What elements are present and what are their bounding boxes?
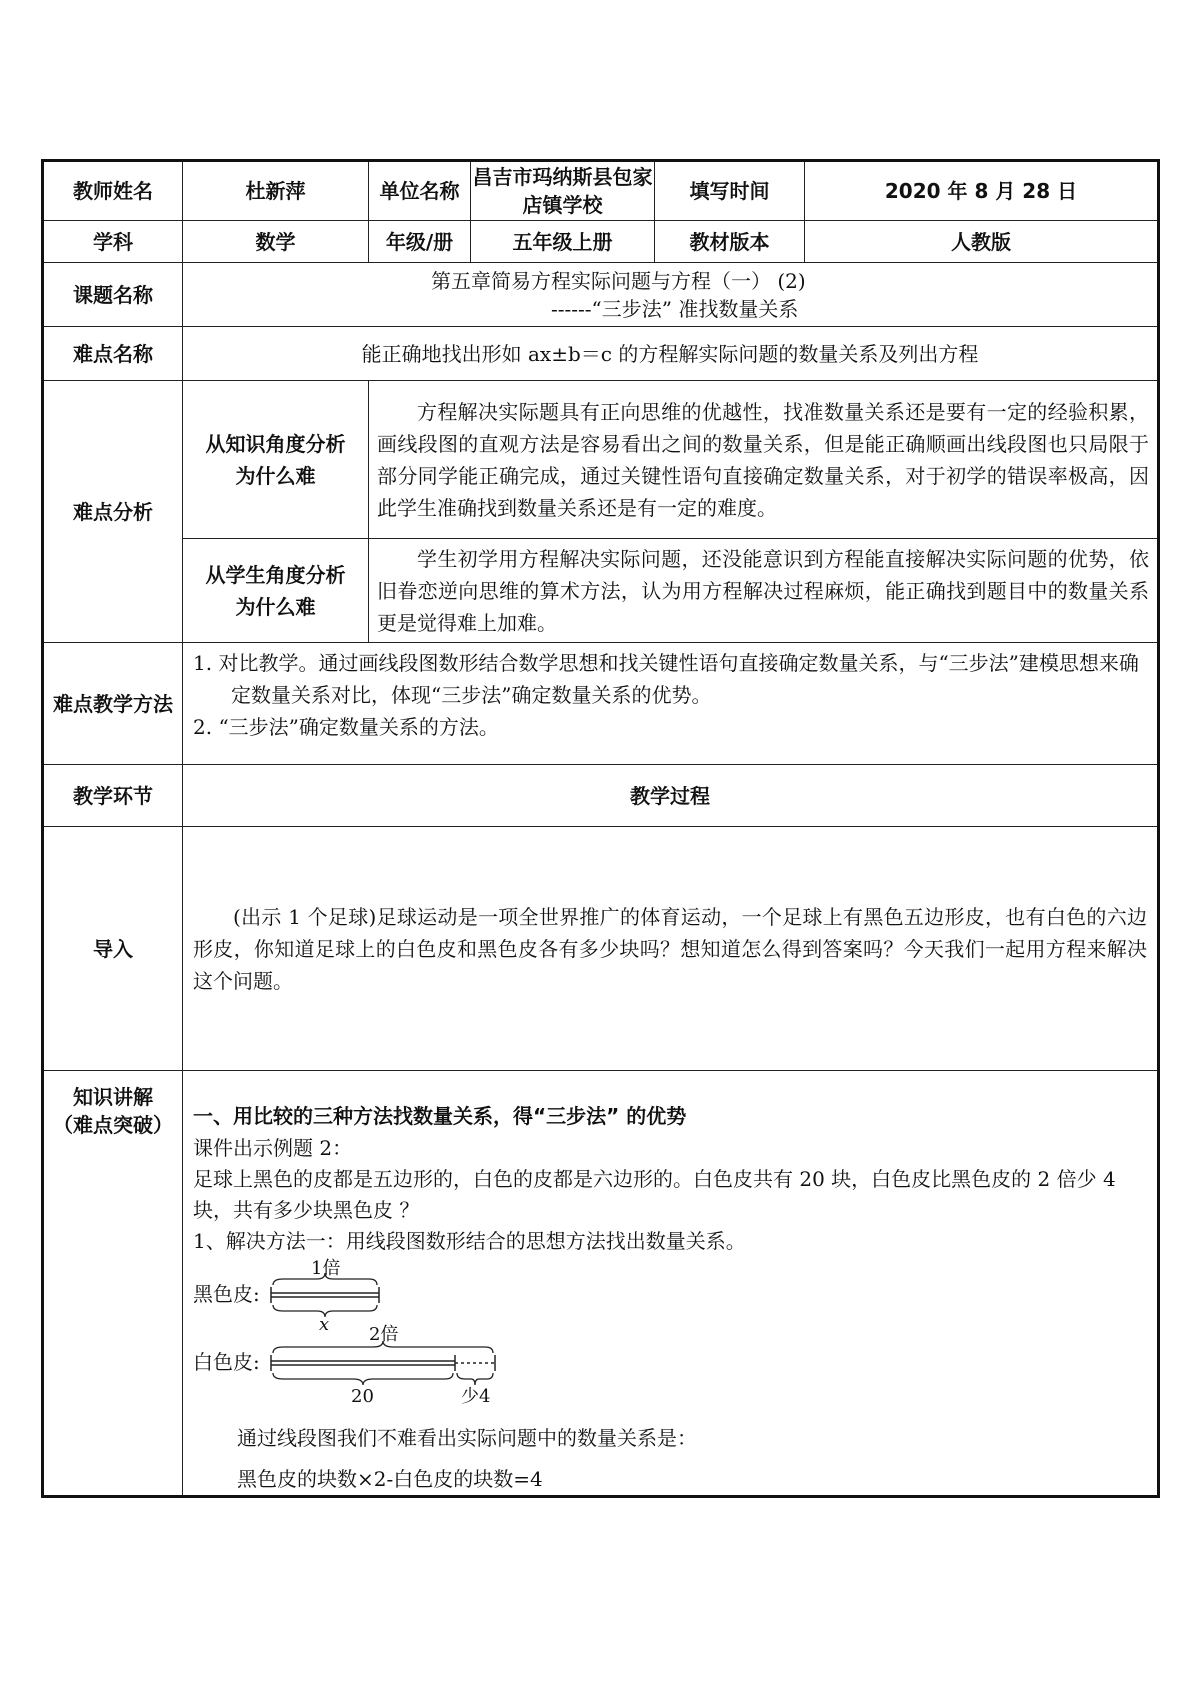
- problem-text: 足球上黑色的皮都是五边形的，白色的皮都是六边形的。白色皮共有 20 块，白色皮比黑色皮的 2 倍少 4 块，共有多少块黑色皮 ？: [193, 1167, 1116, 1222]
- black-skin-label: 黑色皮:: [193, 1282, 260, 1306]
- method-label: 难点教学方法: [43, 643, 183, 765]
- time-label: 填写时间: [655, 161, 805, 221]
- white-skin-label: 白色皮:: [193, 1350, 260, 1374]
- knowledge-label-line-1: 知识讲解: [73, 1085, 153, 1109]
- method-one-text: 1、解决方法一：用线段图数形结合的思想方法找出数量关系。: [193, 1229, 746, 1253]
- difficulty-value: 能正确地找出形如 ax±b＝c 的方程解实际问题的数量关系及列出方程: [183, 327, 1159, 381]
- intro-row: [43, 827, 1159, 1071]
- header-row-1: [43, 161, 1159, 221]
- method-row: [43, 643, 1159, 765]
- student-angle-label: 从学生角度分析为什么难: [183, 539, 369, 643]
- white-bottom-label: 20: [351, 1386, 374, 1407]
- subject-label: 学科: [43, 221, 183, 263]
- knowledge-row: [43, 1071, 1159, 1497]
- grade-value: 五年级上册: [471, 221, 655, 263]
- edition-value: 人教版: [805, 221, 1159, 263]
- unit-value: 昌吉市玛纳斯县包家店镇学校: [471, 161, 655, 221]
- topic-value: [183, 263, 1159, 327]
- white-top-label: 2倍: [369, 1324, 399, 1345]
- topic-label: 课题名称: [43, 263, 183, 327]
- analysis-label: 难点分析: [43, 381, 183, 643]
- lesson-table: [41, 159, 1160, 1498]
- edition-label: 教材版本: [655, 221, 805, 263]
- line-segment-diagram: [193, 1257, 1147, 1417]
- knowledge-label: [43, 1071, 183, 1497]
- knowledge-label-line-2: （难点突破）: [53, 1113, 173, 1137]
- knowledge-angle-label: 从知识角度分析为什么难: [183, 381, 369, 539]
- process-header: 教学过程: [183, 765, 1159, 827]
- method-list: [183, 643, 1159, 765]
- method-item-1: 1. 对比教学。通过画线段图数形结合数学思想和找关键性语句直接确定数量关系，与“三步法”建模思想来确定数量关系对比，体现“三步法”确定数量关系的优势。: [193, 651, 1139, 707]
- analysis-row-knowledge: [43, 381, 1159, 539]
- process-header-row: [43, 765, 1159, 827]
- grade-label: 年级/册: [369, 221, 471, 263]
- black-top-label: 1倍: [311, 1258, 341, 1279]
- method-item-2: 2. “三步法”确定数量关系的方法。: [193, 715, 499, 739]
- example-intro: 课件出示例题 2：: [193, 1136, 353, 1160]
- conclusion-text: 通过线段图我们不难看出实际问题中的数量关系是：: [237, 1426, 697, 1450]
- teacher-label: 教师姓名: [43, 161, 183, 221]
- intro-label: 导入: [43, 827, 183, 1071]
- analysis-row-student: [43, 539, 1159, 643]
- white-extra-label: 少4: [461, 1386, 491, 1407]
- topic-line-2: ------“三步法” 准找数量关系: [551, 296, 799, 321]
- difficulty-row: [43, 327, 1159, 381]
- student-angle-text: 学生初学用方程解决实际问题，还没能意识到方程能直接解决实际问题的优势，依旧眷恋逆向思维的算术方法，认为用方程解决过程麻烦，能正确找到题目中的数量关系更是觉得难上加难。: [369, 539, 1159, 643]
- intro-text: (出示 1 个足球)足球运动是一项全世界推广的体育运动，一个足球上有黑色五边形皮，也有白色的六边形皮，你知道足球上的白色皮和黑色皮各有多少块吗？想知道怎么得到答案吗？今天我们一起用方程来解决这个问题。: [183, 827, 1159, 1071]
- knowledge-angle-text: 方程解决实际题具有正向思维的优越性，找准数量关系还是要有一定的经验积累，画线段图的直观方法是容易看出之间的数量关系，但是能正确顺画出线段图也只局限于部分同学能正确完成，通过关键性语句直接确定数量关系，对于初学的错误率极高，因此学生准确找到数量关系还是有一定的难度。: [369, 381, 1159, 539]
- header-row-2: [43, 221, 1159, 263]
- stage-header: 教学环节: [43, 765, 183, 827]
- teacher-value: 杜新萍: [183, 161, 369, 221]
- unit-label: 单位名称: [369, 161, 471, 221]
- topic-line-1: 第五章简易方程实际问题与方程（一） (2): [431, 268, 806, 293]
- difficulty-label: 难点名称: [43, 327, 183, 381]
- time-value: 2020 年 8 月 28 日: [805, 161, 1159, 221]
- subject-value: 数学: [183, 221, 369, 263]
- topic-row: [43, 263, 1159, 327]
- section-heading: 一、用比较的三种方法找数量关系，得“三步法” 的优势: [193, 1104, 687, 1128]
- equation-text: 黑色皮的块数×2-白色皮的块数=4: [237, 1467, 543, 1491]
- knowledge-content: [183, 1071, 1159, 1497]
- black-bottom-label: x: [319, 1314, 330, 1335]
